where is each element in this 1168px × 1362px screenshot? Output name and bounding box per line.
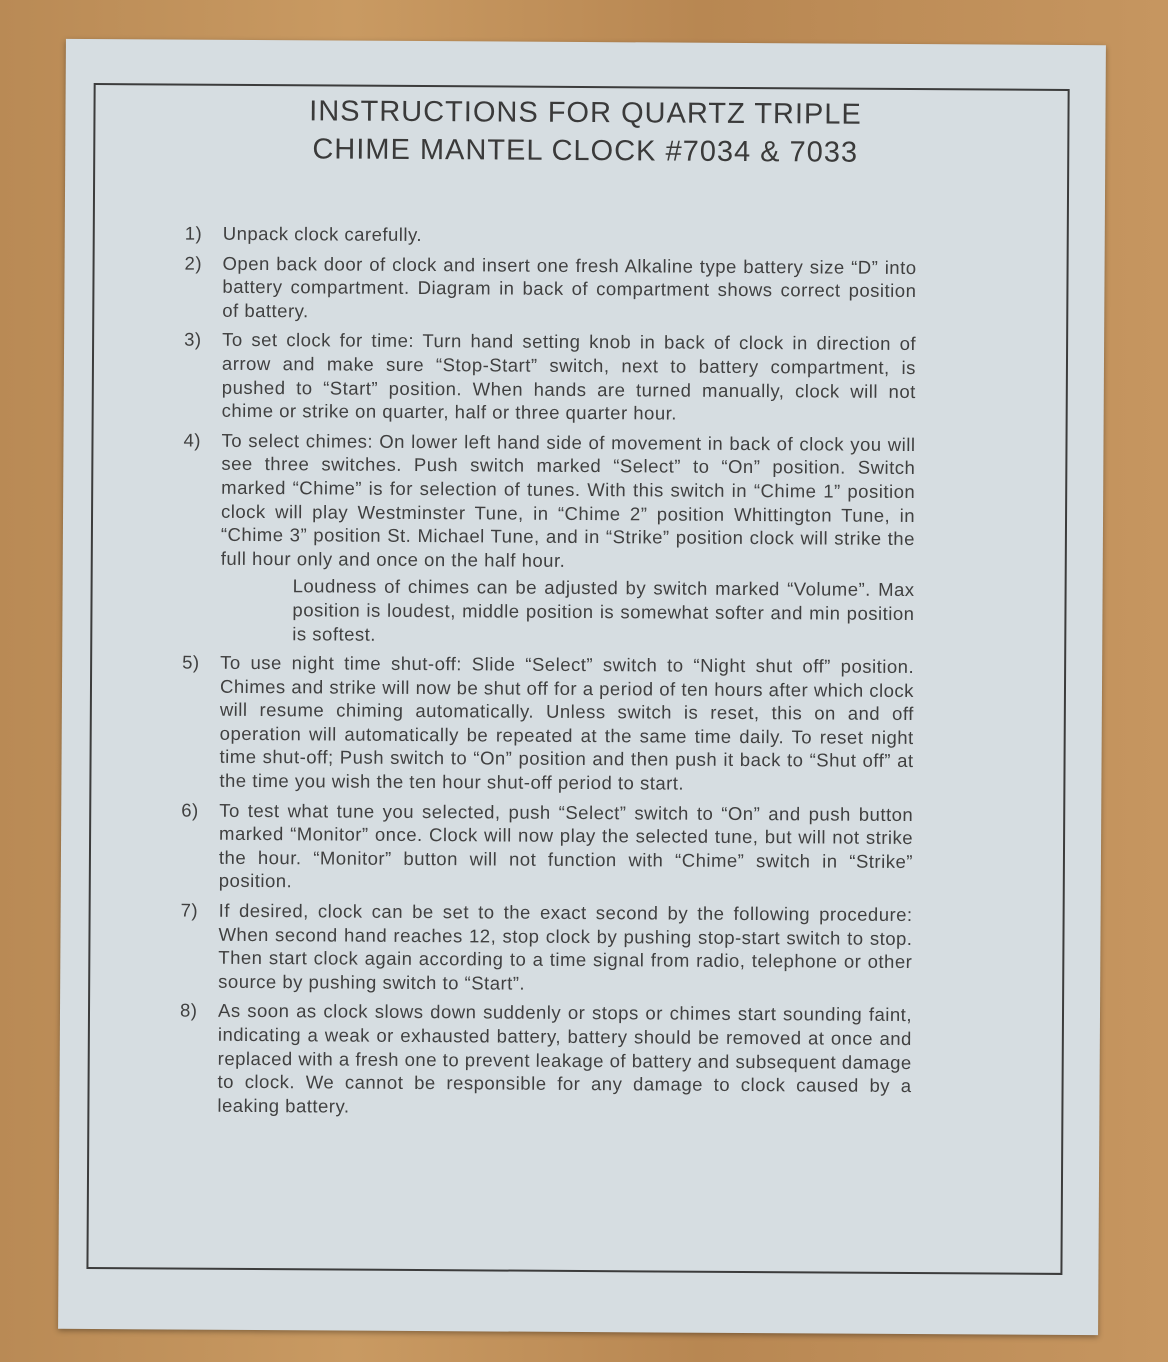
step-number: 4) — [183, 429, 202, 451]
instruction-steps — [179, 222, 916, 1128]
step-number: 7) — [180, 899, 199, 921]
instruction-card — [58, 39, 1106, 1335]
step-4 — [182, 428, 915, 649]
step-2 — [184, 251, 916, 326]
step-number: 3) — [184, 328, 202, 351]
step-text: Unpack clock carefully. — [222, 222, 423, 246]
step-5 — [181, 651, 914, 797]
step-7 — [180, 899, 913, 998]
title-line-1: INSTRUCTIONS FOR QUARTZ TRIPLE — [309, 95, 862, 131]
step-text: To test what tune you selected, push “Select” switch to “On” and push button marked “Monitor” once. Clock will now play the selected tune, but will not strike the hour. “Monitor” button will not function with “Chime” switch in “Strike” position. — [218, 799, 914, 892]
step-6 — [181, 798, 914, 897]
step-3 — [184, 328, 917, 427]
step-text: If desired, clock can be set to the exact second by the following procedure: When second hand reaches 12, stop clock by pushing stop-start switch to stop. Then start clock again according to a time signal from radio, telephone or other source by pushing switch to “Start”. — [218, 899, 913, 994]
step-text: Open back door of clock and insert one fresh Alkaline type battery size “D” into battery compartment. Diagram in back of compartment shows correct position of battery. — [222, 252, 917, 322]
step-text: To select chimes: On lower left hand side of movement in back of clock you will see three switches. Push switch marked “Select” to “On” position. Switch marked “Chime” is for selection of tunes. With this switch in “Chime 1” position clock will play Westminster Tune, in “Chime 2” position Whittington Tune, in “Chime 3” position St. Michael Tune, and in “Strike” position clock will strike the full hour only and once on the half hour. — [220, 429, 916, 571]
step-number: 2) — [184, 252, 203, 274]
step-8 — [179, 999, 912, 1121]
step-number: 5) — [182, 651, 200, 673]
step-text: To use night time shut-off: Slide “Select” switch to “Night shut off” position. Chimes and strike will now be shut off for a period of ten hours after which clock will resume chiming automatically. Unless switch is reset, this on and off operation will automatically be repeated at the same time daily. To reset night time shut-off; Push switch to “On” position and then push it back to “Shut off” at the time you wish the ten hour shut-off period to start. — [219, 651, 915, 794]
step-number: 8) — [179, 999, 198, 1022]
step-text: As soon as clock slows down suddenly or stops or chimes start sounding faint, indicating a weak or exhausted battery, battery should be removed at once and replaced with a fresh one to prevent leakage of battery and subsequent damage to clock. We cannot be responsible for any damage to clock caused by a leaking battery. — [217, 1000, 913, 1117]
step-1 — [185, 222, 917, 250]
title-line-2: CHIME MANTEL CLOCK #7034 & 7033 — [312, 133, 859, 169]
step-number: 1) — [184, 222, 203, 244]
document-title — [65, 91, 1105, 173]
step-number: 6) — [181, 799, 199, 821]
step-text: To set clock for time: Turn hand setting knob in back of clock in direction of arrow and make sure “Stop-Start” switch, next to battery compartment, is pushed to “Start” position. When hands are turned manually, clock will not chime or strike on quarter, half or three quarter hour. — [221, 329, 917, 424]
volume-note: Loudness of chimes can be adjusted by switch marked “Volume”. Max position is loudest, middle position is somewhat softer and min position is softest. — [292, 575, 915, 645]
